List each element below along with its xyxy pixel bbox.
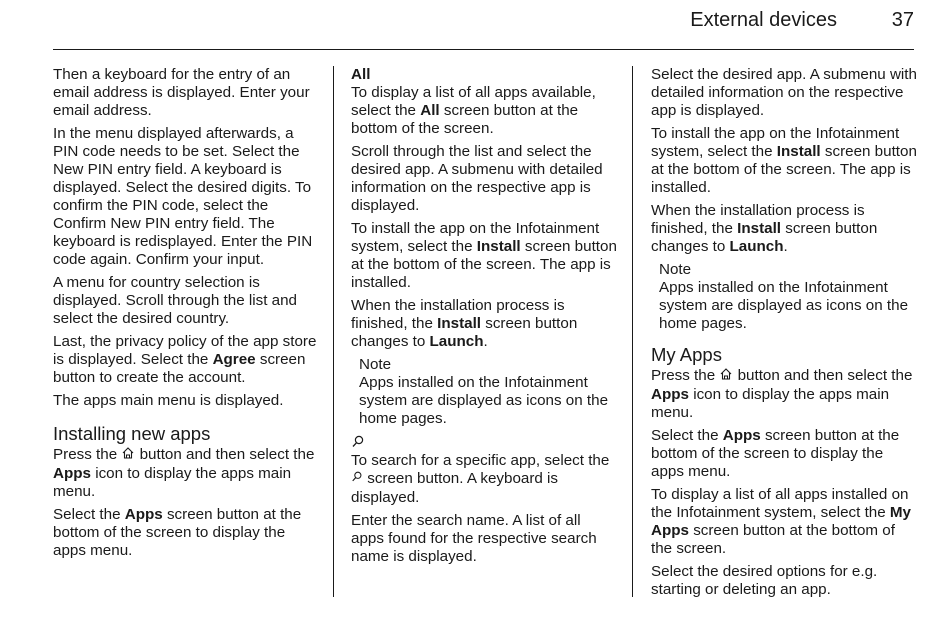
text-run: screen button changes to: [651, 220, 878, 255]
section-heading-my-apps: My Apps: [651, 344, 722, 365]
column-1: [53, 66, 319, 565]
text-run: When the installation process is finished, the: [351, 297, 565, 332]
paragraph: A menu for country selection is displayed. Scroll through the list and select the desired country.: [53, 274, 297, 327]
text-run: .: [483, 333, 488, 350]
all-heading: [351, 66, 617, 84]
text-run: button and then select the: [733, 367, 913, 384]
paragraph: [651, 202, 919, 256]
all-label: All: [420, 102, 440, 119]
text-run: .: [783, 238, 788, 255]
paragraph: [53, 506, 319, 560]
header-rule: [53, 49, 914, 50]
home-icon: [719, 367, 733, 386]
text-run: icon to display the apps main menu.: [651, 386, 890, 421]
text-run: Press the: [53, 446, 122, 463]
text-run: screen button. A keyboard is displayed.: [351, 470, 559, 506]
note-text: Apps installed on the Infotainment system are displayed as icons on the home pages.: [659, 279, 909, 332]
text-run: screen button to create the account.: [53, 351, 306, 386]
search-icon: [351, 470, 363, 489]
text-run: To display a list of all apps installed on the Infotainment system, select the: [651, 486, 909, 521]
paragraph: Scroll through the list and select the desired app. A submenu with detailed information on the respective app is displayed.: [351, 143, 603, 214]
text-run: To display a list of all apps available, select the: [351, 84, 596, 119]
text-run: screen button at the bottom of the screen. The app is installed.: [351, 238, 617, 291]
text-run: To search for a specific app, select the: [351, 452, 610, 469]
paragraph: [351, 84, 617, 138]
text-run: Last, the privacy policy of the app store is displayed. Select the: [53, 333, 317, 368]
install-label: Install: [737, 220, 782, 237]
text-run: screen button changes to: [351, 315, 578, 350]
text-run: screen button at the bottom of the screen.: [651, 522, 895, 557]
paragraph: Select the desired options for e.g. starting or deleting an app.: [651, 563, 878, 598]
note-title: Note: [359, 356, 392, 373]
install-label: Install: [437, 315, 482, 332]
text-run: To install the app on the Infotainment system, select the: [351, 220, 600, 255]
text-run: screen button at the bottom of the screen to display the apps menu.: [651, 427, 900, 480]
all-label: All: [351, 66, 371, 83]
text-run: Press the: [651, 367, 720, 384]
apps-label: Apps: [124, 506, 163, 523]
paragraph: Enter the search name. A list of all apps found for the respective search name is displayed.: [351, 512, 597, 565]
apps-label: Apps: [53, 465, 91, 482]
paragraph: [351, 452, 617, 507]
text-run: screen button at the bottom of the screen.: [351, 102, 579, 137]
paragraph: The apps main menu is displayed.: [53, 392, 284, 409]
install-label: Install: [776, 143, 821, 160]
my-apps-label: My Apps: [651, 504, 912, 539]
paragraph: In the menu displayed afterwards, a PIN code needs to be set. Select the New PIN entry field. A keyboard is displayed. Select the desired digits. To confirm the PIN code, select the Confirm New PIN entry field. The keyboard is redisplayed. Enter the PIN code again. Confirm your input.: [53, 125, 313, 268]
text-run: Select the: [53, 506, 125, 523]
text-run: button and then select the: [135, 446, 315, 463]
launch-label: Launch: [729, 238, 784, 255]
note-text: Apps installed on the Infotainment system are displayed as icons on the home pages.: [359, 374, 609, 427]
apps-label: Apps: [722, 427, 761, 444]
launch-label: Launch: [429, 333, 484, 350]
paragraph: [53, 333, 319, 387]
paragraph: [351, 297, 617, 351]
text-run: To install the app on the Infotainment system, select the: [651, 125, 900, 160]
paragraph: [651, 427, 919, 481]
apps-label: Apps: [651, 386, 689, 403]
text-run: Select the: [651, 427, 723, 444]
column-3: [651, 66, 919, 604]
column-divider-1: [333, 66, 334, 597]
text-run: screen button at the bottom of the screen. The app is installed.: [651, 143, 917, 196]
paragraph: [651, 486, 919, 558]
paragraph: Select the desired app. A submenu with detailed information on the respective app is displayed.: [651, 66, 917, 119]
text-run: screen button at the bottom of the screen to display the apps menu.: [53, 506, 302, 559]
page-number: 37: [891, 9, 914, 31]
text-run: When the installation process is finished, the: [651, 202, 865, 237]
paragraph: [651, 367, 919, 422]
paragraph: [53, 446, 319, 501]
paragraph: [351, 220, 617, 292]
paragraph: Then a keyboard for the entry of an email address is displayed. Enter your email address.: [53, 66, 310, 119]
column-2: [351, 66, 617, 571]
section-heading-installing: Installing new apps: [53, 423, 211, 444]
note-title: Note: [659, 261, 692, 278]
agree-label: Agree: [212, 351, 256, 368]
home-icon: [121, 446, 135, 465]
text-run: icon to display the apps main menu.: [53, 465, 292, 500]
paragraph: [651, 125, 919, 197]
column-divider-2: [632, 66, 633, 597]
install-label: Install: [476, 238, 521, 255]
search-icon: [351, 434, 617, 452]
note-box: [359, 356, 617, 428]
header-title: External devices: [690, 9, 837, 31]
note-box: [659, 261, 919, 333]
